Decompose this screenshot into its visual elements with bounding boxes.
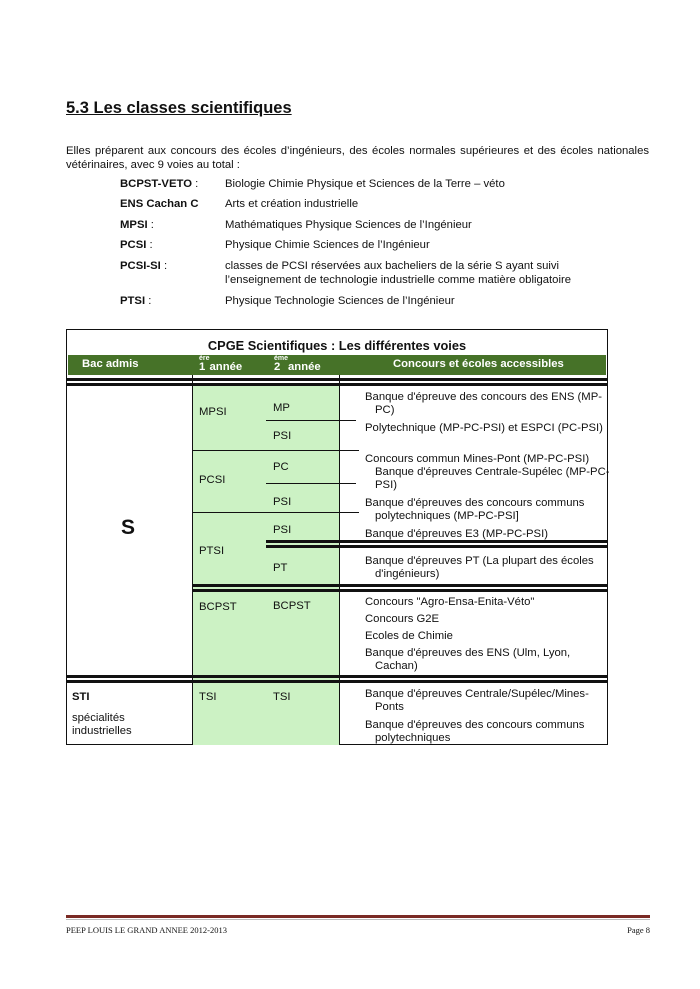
concours-cell: Banque d'épreuves Centrale/Supélec/Mines-Ponts (365, 688, 589, 713)
section-separator (67, 675, 607, 678)
voie-description: classes de PCSI réservées aux bacheliers de la série S ayant suivi l’enseignement de technologie industrielle comme matière obligatoire (225, 260, 572, 286)
table-header-row (68, 355, 606, 375)
voie-description: Physique Chimie Sciences de l’Ingénieur (225, 239, 430, 251)
voie-description: Physique Technologie Sciences de l’Ingénieur (225, 295, 455, 307)
concours-cell: Concours commun Mines-Pont (MP-PC-PSI) Banque d'épreuves Centrale-Supélec (MP-PC-PSI) (365, 453, 610, 491)
cpge-table (66, 329, 608, 745)
bac-sti-label: STI (72, 691, 90, 703)
concours-cell: Banque d'épreuves PT (La plupart des écoles d'ingénieurs) (365, 555, 594, 580)
concours-cell: Banque d'épreuve des concours des ENS (MP-PC) (365, 391, 603, 416)
header-second-year: 2 $^{ème}$ année (274, 355, 321, 373)
concours-cell: Concours "Agro-Ensa-Enita-Véto" (365, 596, 535, 608)
footer-rule-thin (66, 919, 650, 920)
year1-cell: MPSI (199, 406, 227, 418)
voie-code: BCPST-VETO (120, 178, 192, 190)
voie-code: PCSI (120, 239, 147, 251)
year2-cell: MP (273, 402, 290, 414)
concours-cell: Polytechnique (MP-PC-PSI) et ESPCI (PC-PSI) (365, 422, 603, 434)
voie-suffix: : (145, 295, 152, 307)
year2-cell: BCPST (273, 600, 311, 612)
voie-code: PTSI (120, 295, 146, 307)
voie-description: Biologie Chimie Physique et Sciences de la Terre – véto (225, 178, 505, 190)
voie-suffix: : (146, 239, 153, 251)
voie-code: PCSI-SI (120, 260, 161, 272)
voie-code: ENS Cachan C (120, 198, 199, 210)
row-separator (266, 420, 356, 421)
column-divider (192, 375, 193, 745)
concours-cell: Banque d'épreuves E3 (MP-PC-PSI) (365, 528, 548, 540)
row-separator-thick (192, 584, 607, 587)
row-separator (192, 512, 359, 513)
section-separator (67, 680, 607, 683)
year2-cell: PSI (273, 430, 292, 442)
voie-suffix: : (160, 260, 168, 272)
footer-left: PEEP LOUIS LE GRAND ANNEE 2012-2013 (66, 925, 227, 935)
concours-cell: Banque d'épreuves des concours communs polytechniques (MP-PC-PSI] (365, 497, 585, 522)
year2-cell: TSI (273, 691, 291, 703)
year1-cell: PCSI (199, 474, 226, 486)
intro-paragraph: Elles préparent aux concours des écoles d’ingénieurs, des écoles normales supérieures et des écoles nationales vétérinaires, avec 9 voies au total : (66, 145, 649, 171)
row-separator-thick (192, 589, 607, 592)
year2-cell: PC (273, 461, 289, 473)
year1-cell: TSI (199, 691, 217, 703)
concours-cell: Banque d'épreuves des ENS (Ulm, Lyon, Cachan) (365, 647, 571, 672)
voie-code: MPSI (120, 219, 148, 231)
year2-cell: PSI (273, 524, 292, 536)
header-rule (67, 383, 607, 386)
voie-description: Arts et création industrielle (225, 198, 359, 210)
bac-s-label: S (121, 516, 136, 539)
concours-cell: Banque d'épreuves des concours communs polytechniques (365, 719, 585, 744)
year2-cell: PT (273, 562, 288, 574)
voie-suffix: : (147, 219, 154, 231)
concours-cell: Concours G2E (365, 613, 440, 625)
bac-sti-note: spécialités industrielles (72, 712, 132, 737)
header-bac-admis: Bac admis (82, 358, 139, 370)
row-separator (192, 450, 359, 451)
footer-page-number: Page 8 (627, 925, 650, 935)
voie-description: Mathématiques Physique Sciences de l’Ingénieur (225, 219, 472, 231)
header-rule (67, 378, 607, 381)
footer-rule (66, 915, 650, 918)
section-title: 5.3 Les classes scientifiques (66, 99, 292, 117)
concours-cell: Ecoles de Chimie (365, 630, 453, 642)
header-concours: Concours et écoles accessibles (393, 358, 564, 370)
year1-cell: BCPST (199, 601, 237, 613)
table-title: CPGE Scientifiques : Les différentes voies (207, 338, 467, 353)
row-separator (266, 483, 356, 484)
header-first-year: 1 $^{ère}$ année (199, 355, 243, 373)
row-separator-thick (266, 545, 608, 548)
column-divider (339, 375, 340, 745)
voie-suffix: : (191, 178, 199, 190)
year2-cell: PSI (273, 496, 292, 508)
year1-cell: PTSI (199, 545, 225, 557)
